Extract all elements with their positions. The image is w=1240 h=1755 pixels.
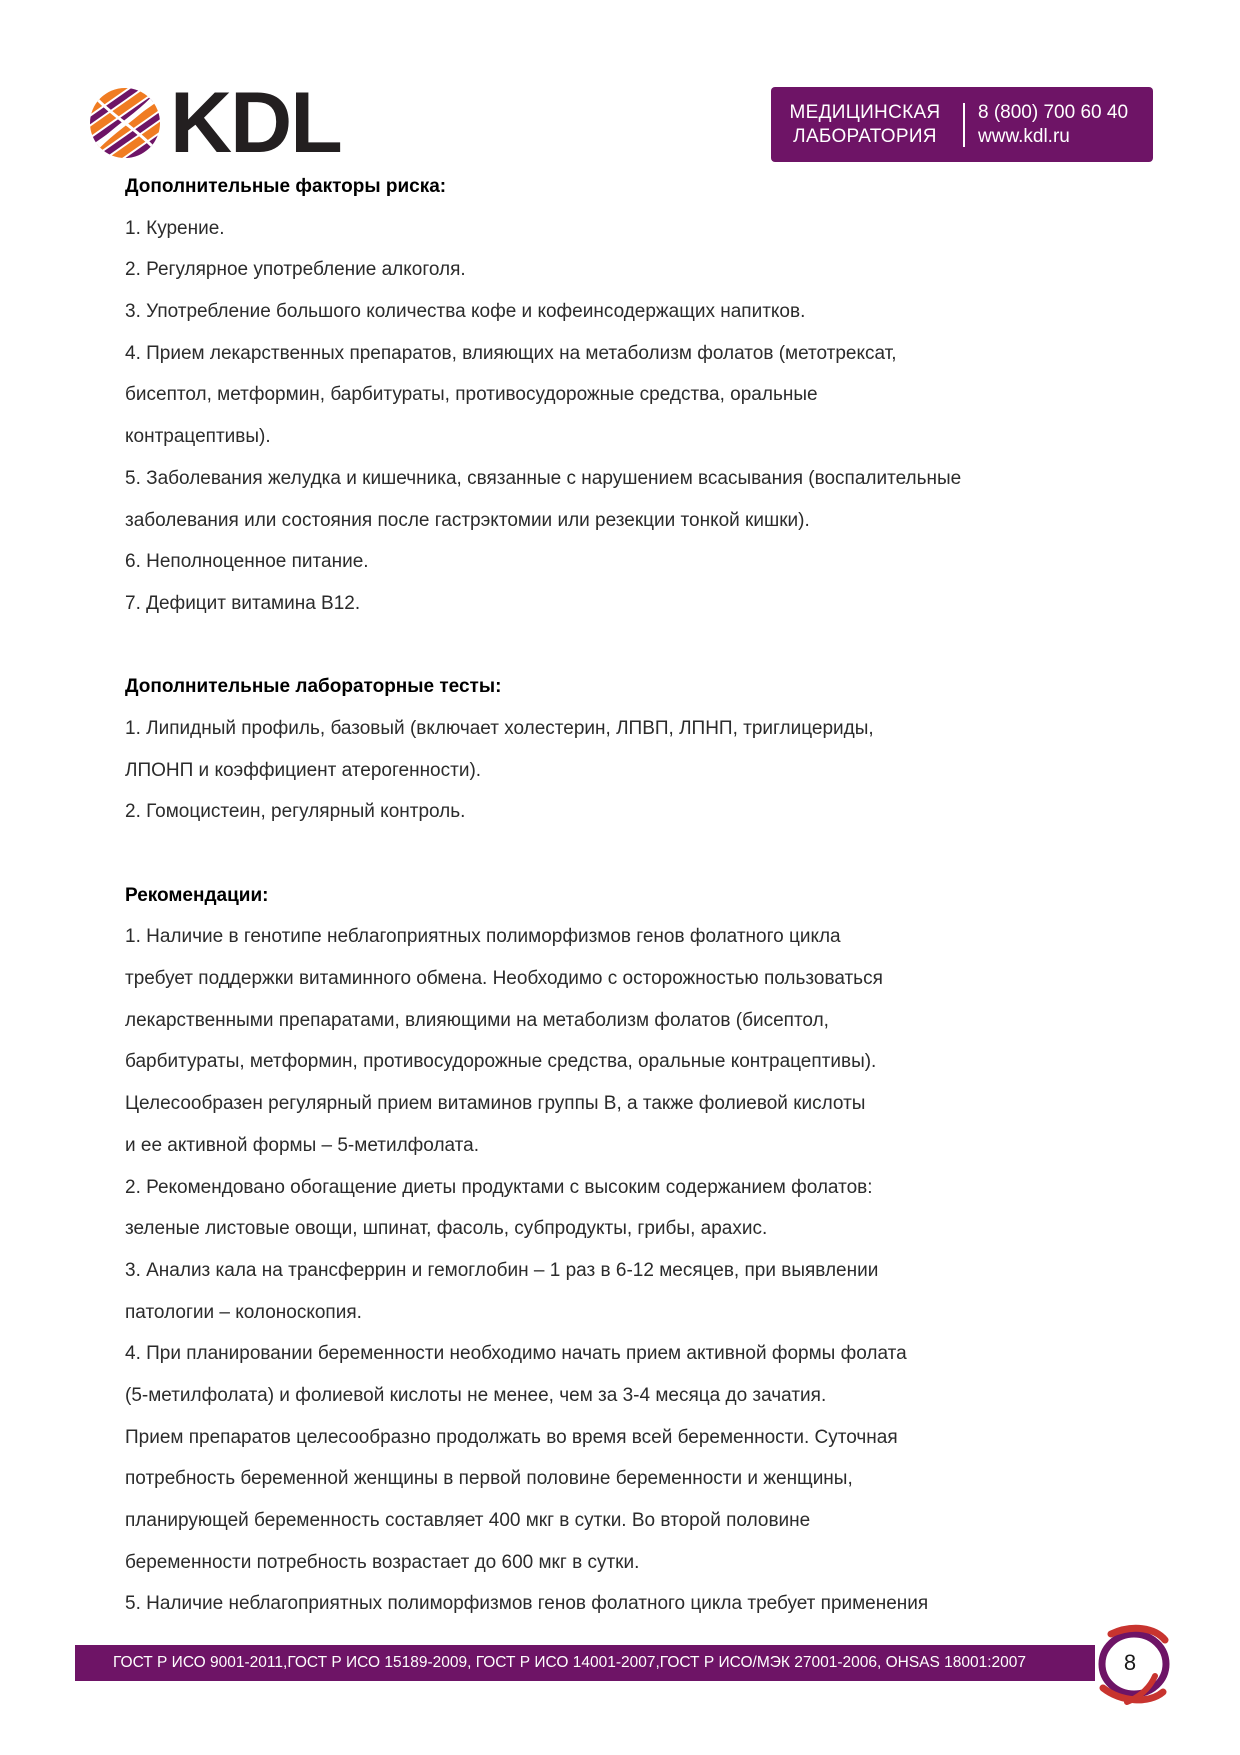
- lab-tests-section: [125, 666, 1025, 833]
- website-link[interactable]: www.kdl.ru: [978, 126, 1070, 147]
- list-item: 2. Регулярное употребление алкоголя.: [125, 259, 466, 281]
- list-item: требует поддержки витаминного обмена. Необходимо с осторожностью пользоваться: [125, 968, 883, 990]
- list-item: 2. Рекомендовано обогащение диеты продуктами с высоким содержанием фолатов:: [125, 1176, 873, 1198]
- page-content: [125, 166, 1025, 1625]
- lab-contact-box: [771, 87, 1153, 162]
- list-item: бисептол, метформин, барбитураты, противосудорожные средства, оральные: [125, 384, 818, 406]
- list-item: 5. Заболевания желудка и кишечника, связанные с нарушением всасывания (воспалительные: [125, 467, 962, 489]
- list-item: заболевания или состояния после гастрэктомии или резекции тонкой кишки).: [125, 509, 810, 531]
- list-item: патологии – колоноскопия.: [125, 1301, 362, 1323]
- lab-contacts: [978, 101, 1128, 149]
- risk-factors-section: [125, 166, 1025, 625]
- list-item: 1. Липидный профиль, базовый (включает холестерин, ЛПВП, ЛПНП, триглицериды,: [125, 717, 874, 739]
- list-item: и ее активной формы – 5-метилфолата.: [125, 1134, 480, 1156]
- header-divider: [963, 103, 965, 147]
- section-heading: Дополнительные факторы риска:: [125, 176, 447, 197]
- list-item: контрацептивы).: [125, 426, 271, 448]
- section-heading: Рекомендации:: [125, 884, 269, 906]
- phone-number: 8 (800) 700 60 40: [978, 102, 1129, 123]
- list-item: беременности потребность возрастает до 600 мкг в сутки.: [125, 1551, 640, 1573]
- kdl-logo: [88, 75, 348, 171]
- list-item: барбитураты, метформин, противосудорожные средства, оральные контрацептивы).: [125, 1051, 877, 1073]
- list-item: планирующей беременность составляет 400 мкг в сутки. Во второй половине: [125, 1510, 811, 1531]
- list-item: 4. Прием лекарственных препаратов, влияющих на метаболизм фолатов (метотрексат,: [125, 342, 897, 364]
- list-item: (5-метилфолата) и фолиевой кислоты не менее, чем за 3-4 месяца до зачатия.: [125, 1384, 827, 1406]
- list-item: 3. Употребление большого количества кофе и кофеинсодержащих напитков.: [125, 301, 806, 323]
- list-item: потребность беременной женщины в первой половине беременности и женщины,: [125, 1468, 853, 1490]
- list-item: 1. Наличие в генотипе неблагоприятных полиморфизмов генов фолатного цикла: [125, 926, 841, 948]
- list-item: 1. Курение.: [125, 217, 225, 239]
- section-spacer: [125, 625, 1025, 667]
- helix-logo-icon: [88, 86, 162, 160]
- lab-name: [785, 101, 945, 149]
- list-item: 6. Неполноценное питание.: [125, 551, 369, 573]
- list-item: ЛПОНП и коэффициент атерогенности).: [125, 759, 482, 781]
- list-item: Целесообразен регулярный прием витаминов группы В, а также фолиевой кислоты: [125, 1093, 866, 1115]
- list-item: Прием препаратов целесообразно продолжать во время всей беременности. Суточная: [125, 1426, 898, 1448]
- lab-name-line2: ЛАБОРАТОРИЯ: [793, 126, 937, 147]
- list-item: лекарственными препаратами, влияющими на метаболизм фолатов (бисептол,: [125, 1009, 829, 1031]
- list-item: 5. Наличие неблагоприятных полиморфизмов генов фолатного цикла требует применения: [125, 1593, 929, 1615]
- list-item: 4. При планировании беременности необходимо начать прием активной формы фолата: [125, 1343, 907, 1365]
- section-heading: Дополнительные лабораторные тесты:: [125, 676, 502, 698]
- list-item: 7. Дефицит витамина В12.: [125, 592, 361, 614]
- section-spacer: [125, 833, 1025, 875]
- page-number: 8: [1123, 1650, 1137, 1675]
- footer-standards-bar: [75, 1645, 1095, 1681]
- standards-text: ГОСТ Р ИСО 9001-2011,ГОСТ Р ИСО 15189-2009, ГОСТ Р ИСО 14001-2007,ГОСТ Р ИСО/МЭК 27001-2006, OHSAS 18001:2007: [113, 1654, 1027, 1671]
- logo-wordmark: KDL: [170, 75, 341, 171]
- lab-name-line1: МЕДИЦИНСКАЯ: [789, 102, 941, 123]
- list-item: зеленые листовые овощи, шпинат, фасоль, субпродукты, грибы, арахис.: [125, 1218, 768, 1240]
- list-item: 3. Анализ кала на трансферрин и гемоглобин – 1 раз в 6-12 месяцев, при выявлении: [125, 1259, 879, 1281]
- list-item: 2. Гомоцистеин, регулярный контроль.: [125, 801, 466, 823]
- recommendations-section: [125, 875, 1025, 1625]
